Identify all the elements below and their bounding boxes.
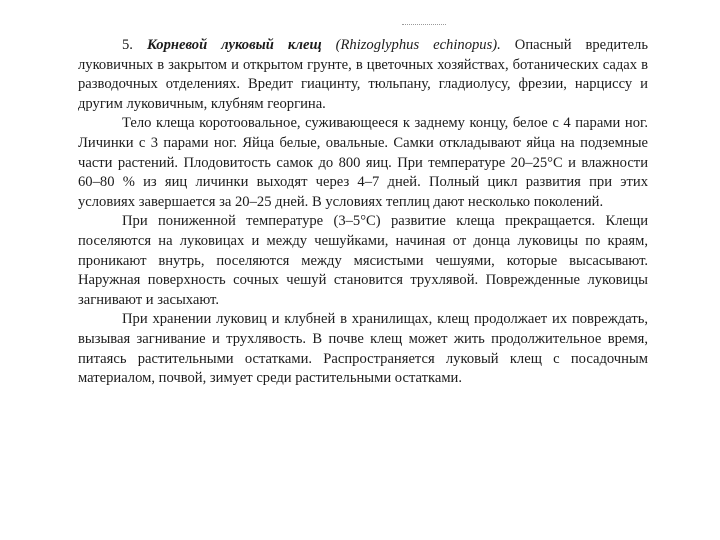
- pest-title: Корневой луковый клещ: [146, 37, 322, 53]
- section-number: 5.: [122, 37, 133, 53]
- paragraph-morphology: Тело клеща коротоовальное, суживающееся к заднему концу, белое с 4 парами ног. Личинки с 3 парами ног. Яйца белые, овальные. Самки откладывают яйца на подземные части растений. Плодовитость самок до 800 яиц. При температуре 20–25°С и влажности 60–80 % из яиц личинки выходят через 4–7 дней. Полный цикл развития при этих условиях завершается за 20–25 дней. В условиях теплиц дают несколько поколений.: [78, 115, 648, 210]
- document-text: [78, 36, 648, 389]
- paragraph-storage: При хранении луковиц и клубней в хранилищах, клещ продолжает их повреждать, вызывая загнивание и трухлявость. В почве клещ может жить продолжительное время, питаясь растительными остатками. Распространяется луковый клещ с посадочным материалом, почвой, зимует среди растительными остатками.: [78, 311, 648, 387]
- pest-latin-name: (Rhizoglyphus echinopus).: [335, 37, 501, 53]
- paragraph-1-body: Опасный вредитель луковичных в закрытом и открытом грунте, в цветочных хозяйствах, ботанических садах в разводочных отделениях. Вредит гиацинту, тюльпану, гладиолусу, фрезии, нарциссу и другим луковичным, клубням георгина.: [78, 37, 648, 112]
- paragraph-damage: При пониженной температуре (3–5°С) развитие клеща прекращается. Клещи поселяются на луковицах и между чешуйками, начиная от донца луковицы по краям, проникают внутрь, поселяются между мясистыми чешуями, которые высасывают. Наружная поверхность сочных чешуй становится трухлявой. Поврежденные луковицы загнивают и засыхают.: [78, 213, 648, 308]
- paragraph-pest-description: [78, 36, 648, 114]
- scan-artifact: [402, 18, 446, 25]
